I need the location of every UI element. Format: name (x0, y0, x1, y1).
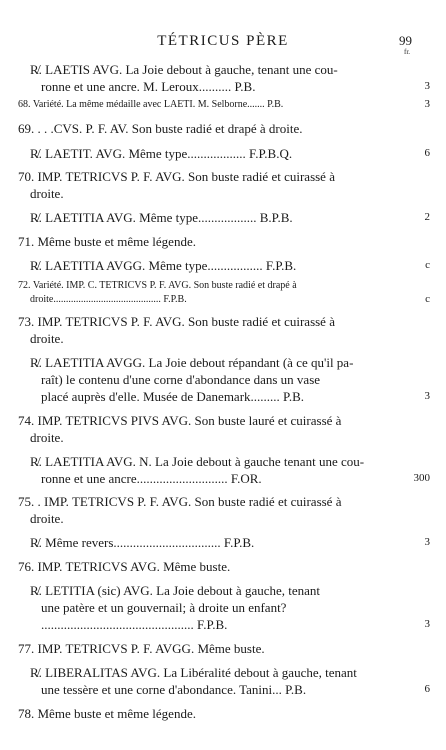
text-line: 68. Variété. La même médaille avec LAETI. M. Selborne....... P.B. (18, 99, 284, 110)
price-value: c (425, 259, 430, 271)
text-line: R̸. LAETIS AVG. La Joie debout à gauche, tenant une cou- (30, 62, 338, 77)
price-value: 3 (424, 98, 430, 110)
text-line: R̸. LAETITIA AVGG. Même type................. F.P.B. (30, 258, 297, 273)
text-line: R̸. LAETITIA AVGG. La Joie debout répandant (à ce qu'il pa- (30, 355, 354, 370)
price-value: 6 (424, 683, 430, 695)
text-line: 69. . . .CVS. P. F. AV. Son buste radié et drapé à droite. (18, 121, 303, 136)
price-value: c (425, 293, 430, 305)
price-value: 2 (424, 211, 430, 223)
price-value: 6 (424, 147, 430, 159)
price-value: 300 (413, 472, 430, 484)
text-line: 71. Même buste et même légende. (18, 234, 196, 249)
text-line: R̸. LAETIT. AVG. Même type.................. F.P.B.Q. (30, 146, 293, 161)
text-line: droite. (30, 331, 64, 346)
text-line: 70. IMP. TETRICVS P. F. AVG. Son buste radié et cuirassé à (18, 169, 335, 184)
price-value: 3 (424, 80, 430, 92)
price-value: 3 (424, 390, 430, 402)
text-line: ronne et une ancre. M. Leroux.......... P.B. (41, 79, 256, 94)
text-line: 74. IMP. TETRICVS PIVS AVG. Son buste lauré et cuirassé à (18, 413, 342, 428)
text-line: R̸. Même revers................................. F.P.B. (30, 535, 255, 550)
text-line: R̸. LIBERALITAS AVG. La Libéralité debout à gauche, tenant (30, 665, 357, 680)
text-line: 72. Variété. IMP. C. TETRICVS P. F. AVG. Son buste radié et drapé à (18, 280, 297, 291)
page-number: 99 (399, 33, 412, 48)
text-line: droite. (30, 430, 64, 445)
text-line: ............................................... F.P.B. (41, 617, 228, 632)
text-line: droite. (30, 511, 64, 526)
text-line: R̸. LETITIA (sic) AVG. La Joie debout à gauche, tenant (30, 583, 321, 598)
text-line: raît) le contenu d'une corne d'abondance dans un vase (41, 372, 321, 387)
text-line: une tessère et une corne d'abondance. Tanini... P.B. (41, 682, 307, 697)
text-line: 77. IMP. TETRICVS P. F. AVGG. Même buste. (18, 641, 265, 656)
text-line: une patère et un gouvernail; à droite un enfant? (41, 600, 287, 615)
text-line: R̸. LAETITIA AVG. N. La Joie debout à gauche tenant une cou- (30, 454, 365, 469)
price-value: 3 (424, 536, 430, 548)
text-line: 73. IMP. TETRICVS P. F. AVG. Son buste radié et cuirassé à (18, 314, 335, 329)
text-line: placé auprès d'elle. Musée de Danemark......... P.B. (41, 389, 304, 404)
text-line: 75. . IMP. TETRICVS P. F. AVG. Son buste radié et cuirassé à (18, 494, 342, 509)
price-value: 3 (424, 618, 430, 630)
text-line: 76. IMP. TETRICVS AVG. Même buste. (18, 559, 231, 574)
text-line: R̸. LAETITIA AVG. Même type.................. B.P.B. (30, 210, 293, 225)
text-line: droite........................................... F.P.B. (30, 294, 187, 305)
text-line: ronne et une ancre............................ F.OR. (41, 471, 262, 486)
text-line: droite. (30, 186, 64, 201)
page-title: TÉTRICUS PÈRE (157, 33, 289, 49)
text-line: 78. Même buste et même légende. (18, 706, 196, 721)
unit-label: fr. (404, 48, 411, 56)
